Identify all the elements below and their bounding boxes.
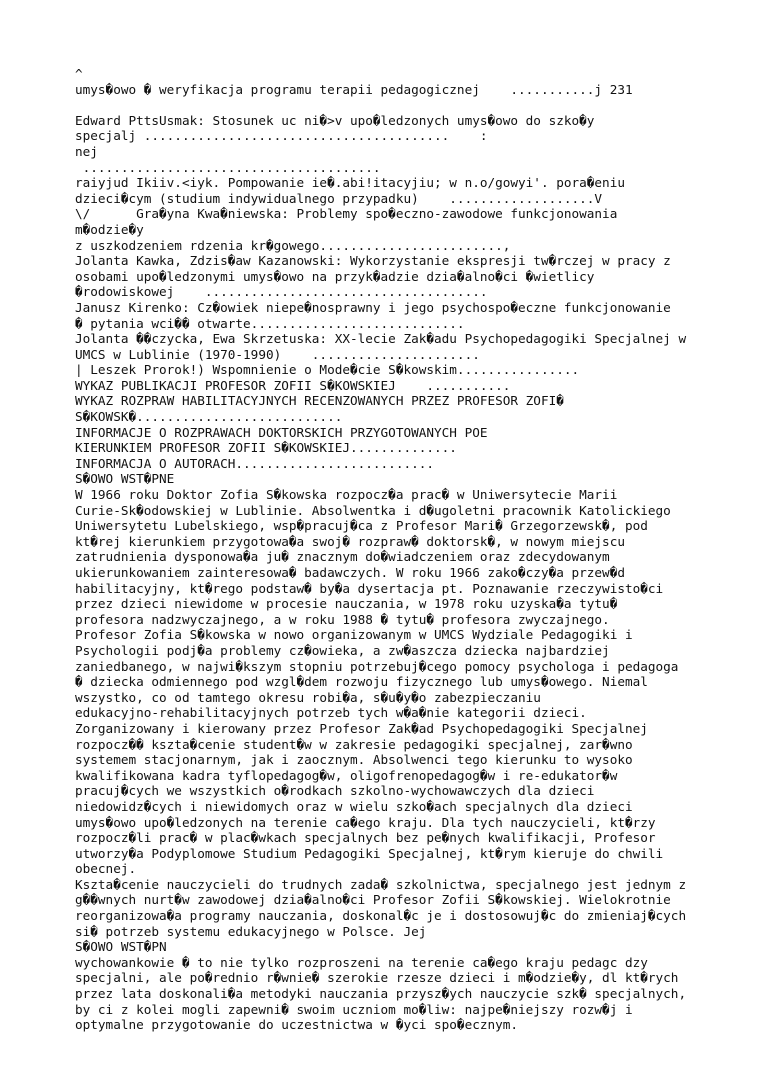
text-line: przez lata doskonali�a metodyki nauczania przysz�ych nauczycie szk� specjalnych, xyxy=(75,986,687,1002)
text-line: pracuj�cych we wszystkich o�rodkach szkolno-wychowawczych dla dzieci xyxy=(75,783,595,799)
text-line: Psychologii podj�a problemy cz�owieka, a zw�aszcza dziecka najbardziej xyxy=(75,642,610,658)
document-text xyxy=(75,66,755,1033)
text-line: | Leszek Prorok!) Wspomnienie o Mode�cie S�kowskim................ xyxy=(75,362,580,378)
text-line: �rodowiskowej ..................................... xyxy=(75,284,488,300)
text-line: habilitacyjny, kt�rego podstaw� by�a dysertacja pt. Poznawanie rzeczywisto�ci xyxy=(75,580,664,596)
text-line: � dziecka odmiennego pod wzgl�dem rozwoju fizycznego lub umys�owego. Niemal xyxy=(75,674,648,690)
text-line: zatrudnienia dysponowa�a ju� znacznym do�wiadczeniem oraz zdecydowanym xyxy=(75,549,610,565)
text-line: INFORMACJA O AUTORACH.......................... xyxy=(75,455,435,471)
text-line: S�OWO WST�PNE xyxy=(75,471,175,487)
text-line: \/ Gra�yna Kwa�niewska: Problemy spo�eczno-zawodowe funkcjonowania xyxy=(75,206,618,222)
text-line: zaniedbanego, w najwi�kszym stopniu potrzebuj�cego pomocy psychologa i pedagoga xyxy=(75,658,679,674)
text-line: nej xyxy=(75,143,98,159)
text-line: Jolanta ��czycka, Ewa Skrzetuska: XX-lecie Zak�adu Psychopedagogiki Specjalnej w xyxy=(75,331,687,347)
text-line: rozpocz�� kszta�cenie student�w w zakresie pedagogiki specjalnej, zar�wno xyxy=(75,736,633,752)
text-line: kt�rej kierunkiem przygotowa�a swoj� rozpraw� doktorsk�, w nowym miejscu xyxy=(75,533,625,549)
text-line: INFORMACJE O ROZPRAWACH DOKTORSKICH PRZYGOTOWANYCH POE xyxy=(75,424,488,440)
text-line: rozpocz�li prac� w plac�wkach specjalnych bez pe�nych kwalifikacji, Profesor xyxy=(75,830,656,846)
text-line: Janusz Kirenko: Cz�owiek niepe�nosprawny i jego psychospo�eczne funkcjonowanie xyxy=(75,299,671,315)
text-line: kwalifikowana kadra tyflopedagog�w, oligofrenopedagog�w i re-edukator�w xyxy=(75,767,618,783)
text-line: Uniwersytetu Lubelskiego, wsp�pracuj�ca z Profesor Mari� Grzegorzewsk�, pod xyxy=(75,518,648,534)
text-line: Kszta�cenie nauczycieli do trudnych zada� szkolnictwa, specjalnego jest jednym z xyxy=(75,876,687,892)
text-line: osobami upo�ledzonymi umys�owo na przyk�adzie dzia�alno�ci �wietlicy xyxy=(75,268,595,284)
text-line xyxy=(75,97,755,113)
text-line: z uszkodzeniem rdzenia kr�gowego........................, xyxy=(75,237,511,253)
text-line: g��wnych nurt�w zawodowej dzia�alno�ci Profesor Zofii S�kowskiej. Wielokrotnie xyxy=(75,892,671,908)
text-line: ukierunkowaniem zainteresowa� badawczych. W roku 1966 zako�czy�a przew�d xyxy=(75,565,625,580)
text-line: raiyjud Ikiiv.<iyk. Pompowanie ie�.abi!itacyjiu; w n.o/gowyi'. pora�eniu xyxy=(75,175,625,191)
text-line: WYKAZ ROZPRAW HABILITACYJNYCH RECENZOWANYCH PRZEZ PROFESOR ZOFI� xyxy=(75,393,564,409)
text-line: reorganizowa�a programy nauczania, doskonal�c je i dostosowuj�c do zmieniaj�cych xyxy=(75,908,687,924)
text-line: Zorganizowany i kierowany przez Profesor Zak�ad Psychopedagogiki Specjalnej xyxy=(75,720,648,736)
text-line: przez dzieci niewidome w procesie nauczania, w 1978 roku uzyska�a tytu� xyxy=(75,596,618,612)
text-line: systemem stacjonarnym, jak i zaocznym. Absolwenci tego kierunku to wysoko xyxy=(75,752,633,768)
text-line: ^ xyxy=(75,66,83,81)
text-line: si� potrzeb systemu edukacyjnego w Polsce. Jej xyxy=(75,923,427,939)
text-line: umys�owo upo�ledzonych na terenie ca�ego kraju. Dla tych nauczycieli, kt�rzy xyxy=(75,814,656,830)
text-line: Curie-Sk�odowskiej w Lublinie. Absolwentka i d�ugoletni pracownik Katolickiego xyxy=(75,502,671,518)
text-line: edukacyjno-rehabilitacyjnych potrzeb tych w�a�nie kategorii dzieci. xyxy=(75,705,587,721)
text-line: KIERUNKIEM PROFESOR ZOFII S�KOWSKIEJ.............. xyxy=(75,440,457,456)
text-line: ....................................... xyxy=(75,159,381,175)
text-line: Profesor Zofia S�kowska w nowo organizowanym w UMCS Wydziale Pedagogiki i xyxy=(75,627,633,643)
text-line: W 1966 roku Doktor Zofia S�kowska rozpocz�a prac� w Uniwersytecie Marii xyxy=(75,487,618,503)
text-line: WYKAZ PUBLIKACJI PROFESOR ZOFII S�KOWSKIEJ ........... xyxy=(75,377,511,393)
text-line: dzieci�cym (studium indywidualnego przypadku) ...................V xyxy=(75,190,603,206)
text-line: UMCS w Lublinie (1970-1990) ...................... xyxy=(75,346,480,362)
text-line: Jolanta Kawka, Zdzis�aw Kazanowski: Wykorzystanie ekspresji tw�rczej w pracy z xyxy=(75,253,671,269)
text-line: obecnej. xyxy=(75,861,137,877)
text-line: optymalne przygotowanie do uczestnictwa w �yci spo�ecznym. xyxy=(75,1017,519,1033)
text-line: wychowankowie � to nie tylko rozproszeni na terenie ca�ego kraju pedagc dzy xyxy=(75,954,648,970)
text-line: profesora nadzwyczajnego, a w roku 1988 � tytu� profesora zwyczajnego. xyxy=(75,611,610,627)
text-line: specjalni, ale po�rednio r�wnie� szerokie rzesze dzieci i m�odzie�y, dl kt�rych xyxy=(75,970,679,986)
text-line: wszystko, co od tamtego okresu robi�a, s�u�y�o zabezpieczaniu xyxy=(75,689,541,705)
text-line: niedowidz�cych i niewidomych oraz w wielu szko�ach specjalnych dla dzieci xyxy=(75,798,633,814)
text-line: by ci z kolei mogli zapewni� swoim uczniom mo�liw: najpe�niejszy rozw�j i xyxy=(75,1001,633,1017)
text-line: specjalj ........................................ : xyxy=(75,128,488,144)
text-line: umys�owo � weryfikacja programu terapii pedagogicznej ...........j 231 xyxy=(75,81,633,97)
text-line: m�odzie�y xyxy=(75,221,144,237)
text-line: utworzy�a Podyplomowe Studium Pedagogiki Specjalnej, kt�rym kieruje do chwili xyxy=(75,845,664,861)
text-line: Edward PttsUsmak: Stosunek uc ni�>v upo�ledzonych umys�owo do szko�y xyxy=(75,112,595,128)
text-line: � pytania wci�� otwarte............................ xyxy=(75,315,465,331)
text-line: S�KOWSK�........................... xyxy=(75,409,343,425)
text-line: S�OWO WST�PN xyxy=(75,939,167,955)
